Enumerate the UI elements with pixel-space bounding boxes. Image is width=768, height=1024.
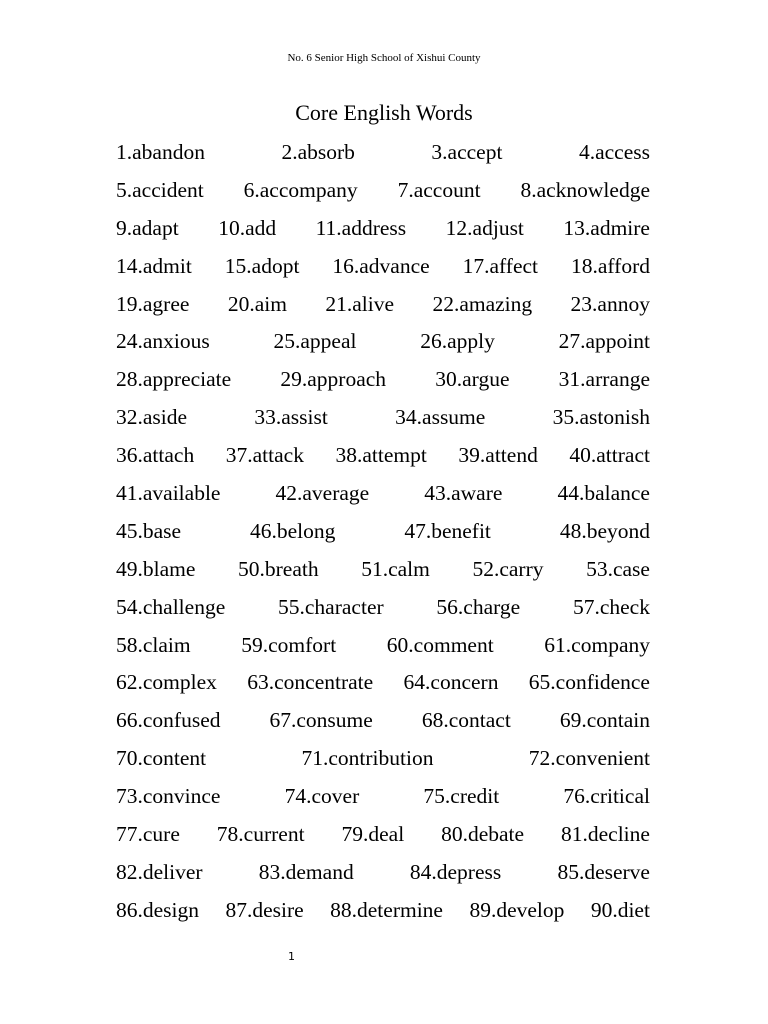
- word-line: [116, 213, 650, 251]
- word-entry: 74.cover: [284, 784, 360, 809]
- word-entry: 88.determine: [330, 897, 443, 922]
- word-entry: 63.concentrate: [247, 670, 374, 695]
- word-entry: 37.attack: [225, 443, 304, 468]
- word-line: [116, 743, 650, 781]
- document-title: Core English Words: [295, 100, 473, 125]
- word-entry: 62.complex: [116, 670, 217, 695]
- word-entry: 51.calm: [361, 556, 430, 581]
- word-entry: 86.design: [116, 897, 200, 922]
- word-entry: 41.available: [116, 481, 221, 506]
- word-line: [116, 667, 650, 705]
- word-entry: 23.annoy: [570, 291, 650, 316]
- word-line: [116, 402, 650, 440]
- word-entry: 44.balance: [557, 481, 650, 506]
- word-entry: 89.develop: [469, 897, 565, 922]
- word-entry: 29.approach: [280, 367, 387, 392]
- word-entry: 46.belong: [250, 518, 336, 543]
- word-entry: 79.deal: [341, 822, 405, 847]
- word-entry: 69.contain: [559, 708, 650, 733]
- word-entry: 87.desire: [225, 897, 304, 922]
- word-entry: 35.astonish: [552, 405, 650, 430]
- word-entry: 31.arrange: [558, 367, 650, 392]
- word-entry: 25.appeal: [273, 329, 357, 354]
- word-entry: 32.aside: [116, 405, 188, 430]
- word-entry: 16.advance: [332, 253, 430, 278]
- word-entry: 47.benefit: [404, 518, 491, 543]
- word-entry: 1.abandon: [116, 140, 205, 164]
- word-entry: 67.consume: [269, 708, 373, 733]
- word-entry: 28.appreciate: [116, 367, 232, 392]
- word-entry: 64.concern: [403, 670, 499, 695]
- word-entry: 42.average: [275, 481, 370, 506]
- word-entry: 53.case: [586, 556, 650, 581]
- word-line: [116, 175, 650, 213]
- word-entry: 45.base: [116, 518, 182, 543]
- word-line: [116, 819, 650, 857]
- page-header: No. 6 Senior High School of Xishui County: [287, 52, 481, 64]
- word-entry: 71.contribution: [301, 746, 434, 771]
- word-entry: 5.accident: [116, 177, 204, 202]
- word-entry: 72.convenient: [528, 746, 650, 771]
- word-entry: 75.credit: [423, 784, 500, 809]
- word-entry: 3.accept: [431, 140, 503, 164]
- word-entry: 36.attach: [116, 443, 195, 468]
- word-line: [116, 440, 650, 478]
- word-entry: 73.convince: [116, 784, 221, 809]
- word-line: [116, 781, 650, 819]
- word-line: [116, 592, 650, 630]
- word-entry: 24.anxious: [116, 329, 210, 354]
- word-entry: 56.charge: [436, 594, 521, 619]
- word-entry: 6.accompany: [243, 177, 358, 202]
- word-line: [116, 554, 650, 592]
- word-entry: 11.address: [315, 215, 407, 240]
- word-entry: 61.company: [544, 632, 650, 657]
- word-entry: 48.beyond: [559, 518, 650, 543]
- word-entry: 49.blame: [116, 556, 196, 581]
- word-entry: 52.carry: [472, 556, 544, 581]
- word-line: [116, 516, 650, 554]
- word-entry: 10.add: [218, 215, 277, 240]
- word-entry: 50.breath: [238, 556, 319, 581]
- word-entry: 2.absorb: [281, 140, 355, 164]
- word-entry: 81.decline: [561, 822, 650, 847]
- word-entry: 60.comment: [386, 632, 494, 657]
- word-line: [116, 364, 650, 402]
- word-entry: 57.check: [572, 594, 650, 619]
- word-entry: 22.amazing: [432, 291, 533, 316]
- word-entry: 20.aim: [227, 291, 287, 316]
- word-entry: 65.confidence: [528, 670, 650, 695]
- word-entry: 78.current: [216, 822, 305, 847]
- word-entry: 18.afford: [570, 253, 650, 278]
- word-entry: 19.agree: [116, 291, 190, 316]
- word-entry: 33.assist: [254, 405, 328, 430]
- word-line: [116, 326, 650, 364]
- word-entry: 80.debate: [441, 822, 525, 847]
- word-entry: 43.aware: [424, 481, 503, 506]
- word-line: [116, 289, 650, 327]
- word-line: [116, 895, 650, 933]
- word-entry: 30.argue: [435, 367, 510, 392]
- page-number: 1: [288, 950, 295, 963]
- word-line: [116, 478, 650, 516]
- word-entry: 9.adapt: [116, 215, 179, 240]
- word-entry: 27.appoint: [558, 329, 650, 354]
- word-line: [116, 137, 650, 175]
- word-entry: 70.content: [116, 746, 207, 771]
- word-entry: 83.demand: [258, 859, 354, 884]
- word-entry: 8.acknowledge: [520, 177, 650, 202]
- word-line: [116, 630, 650, 668]
- word-entry: 77.cure: [116, 822, 180, 847]
- word-entry: 15.adopt: [224, 253, 300, 278]
- word-list: [116, 137, 650, 933]
- word-entry: 40.attract: [569, 443, 650, 468]
- word-entry: 76.critical: [563, 784, 650, 809]
- word-entry: 59.comfort: [241, 632, 337, 657]
- word-entry: 82.deliver: [116, 859, 203, 884]
- word-entry: 14.admit: [116, 253, 192, 278]
- word-entry: 17.affect: [462, 253, 539, 278]
- word-entry: 58.claim: [116, 632, 191, 657]
- word-entry: 21.alive: [325, 291, 395, 316]
- word-entry: 90.diet: [590, 897, 650, 922]
- word-entry: 34.assume: [395, 405, 486, 430]
- word-entry: 13.admire: [563, 215, 650, 240]
- word-entry: 4.access: [578, 140, 650, 164]
- word-entry: 54.challenge: [116, 594, 226, 619]
- word-entry: 12.adjust: [445, 215, 524, 240]
- word-entry: 26.apply: [420, 329, 495, 354]
- word-line: [116, 251, 650, 289]
- word-entry: 84.depress: [409, 859, 502, 884]
- word-entry: 66.confused: [116, 708, 221, 733]
- word-entry: 38.attempt: [335, 443, 427, 468]
- word-entry: 55.character: [278, 594, 384, 619]
- word-entry: 39.attend: [458, 443, 538, 468]
- word-entry: 85.deserve: [557, 859, 650, 884]
- word-line: [116, 705, 650, 743]
- word-entry: 7.account: [397, 177, 481, 202]
- word-entry: 68.contact: [421, 708, 511, 733]
- word-line: [116, 857, 650, 895]
